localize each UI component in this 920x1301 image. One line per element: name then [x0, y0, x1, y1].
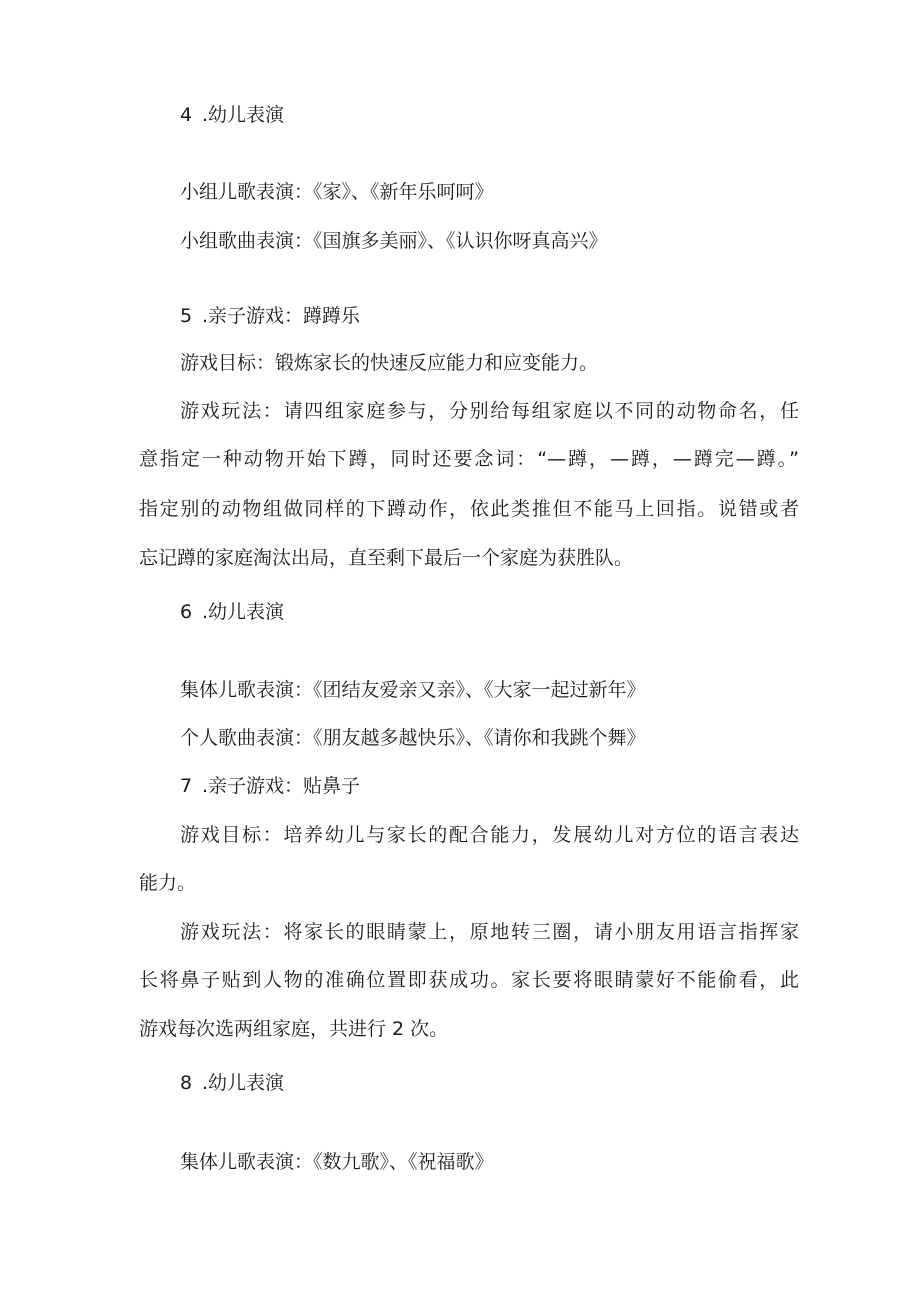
- section-8-number: 8: [180, 1072, 193, 1094]
- section-7-play-line-2: 长将鼻子贴到人物的准确位置即获成功。家长要将眼睛蒙好不能偷看，此: [139, 969, 799, 991]
- section-4-heading: [180, 102, 840, 128]
- section-8-line-1: 集体儿歌表演：《数九歌》、《祝福歌》: [180, 1151, 494, 1173]
- section-5-number: 5: [180, 305, 193, 327]
- section-7-goal-line-2: 能力。: [139, 872, 197, 894]
- section-6-number: 6: [180, 601, 193, 623]
- section-7-play-line-1: 游戏玩法：将家长的眼睛蒙上，原地转三圈，请小朋友用语言指挥家: [180, 921, 799, 943]
- section-7-goal-line-1: 游戏目标：培养幼儿与家长的配合能力，发展幼儿对方位的语言表达: [180, 824, 799, 846]
- section-6-line-1: 集体儿歌表演：《团结友爱亲又亲》、《大家一起过新年》: [180, 679, 646, 701]
- section-4-title: .幼儿表演: [202, 104, 285, 126]
- section-8-heading: [180, 1070, 840, 1096]
- section-5-play-line-3: 指定别的动物组做同样的下蹲动作，依此类推但不能马上回指。说错或者: [139, 498, 799, 520]
- section-7-heading: [180, 773, 840, 799]
- section-5-heading: [180, 303, 840, 329]
- section-6-heading: [180, 599, 840, 625]
- section-6-line-2: 个人歌曲表演：《朋友越多越快乐》、《请你和我跳个舞》: [180, 727, 646, 749]
- section-7-play-line-3: 游戏每次选两组家庭，共进行 2 次。: [139, 1018, 449, 1040]
- section-5-play-line-2: 意指定一种动物开始下蹲，同时还要念词：“—蹲，—蹲，—蹲完—蹲。”: [139, 448, 799, 470]
- section-4-line-1: 小组儿歌表演：《家》、《新年乐呵呵》: [180, 181, 494, 203]
- section-7-title: .亲子游戏：贴鼻子: [202, 775, 361, 797]
- section-5-goal: 游戏目标：锻炼家长的快速反应能力和应变能力。: [180, 352, 599, 374]
- section-5-play-line-1: 游戏玩法：请四组家庭参与，分别给每组家庭以不同的动物命名，任: [180, 400, 799, 422]
- section-7-number: 7: [180, 775, 193, 797]
- section-4-number: 4: [180, 104, 193, 126]
- section-4-line-2: 小组歌曲表演：《国旗多美丽》、《认识你呀真高兴》: [180, 230, 608, 252]
- section-5-play-line-4: 忘记蹲的家庭淘汰出局，直至剩下最后一个家庭为获胜队。: [139, 547, 634, 569]
- section-6-title: .幼儿表演: [202, 601, 285, 623]
- section-8-title: .幼儿表演: [202, 1072, 285, 1094]
- section-5-title: .亲子游戏：蹲蹲乐: [202, 305, 361, 327]
